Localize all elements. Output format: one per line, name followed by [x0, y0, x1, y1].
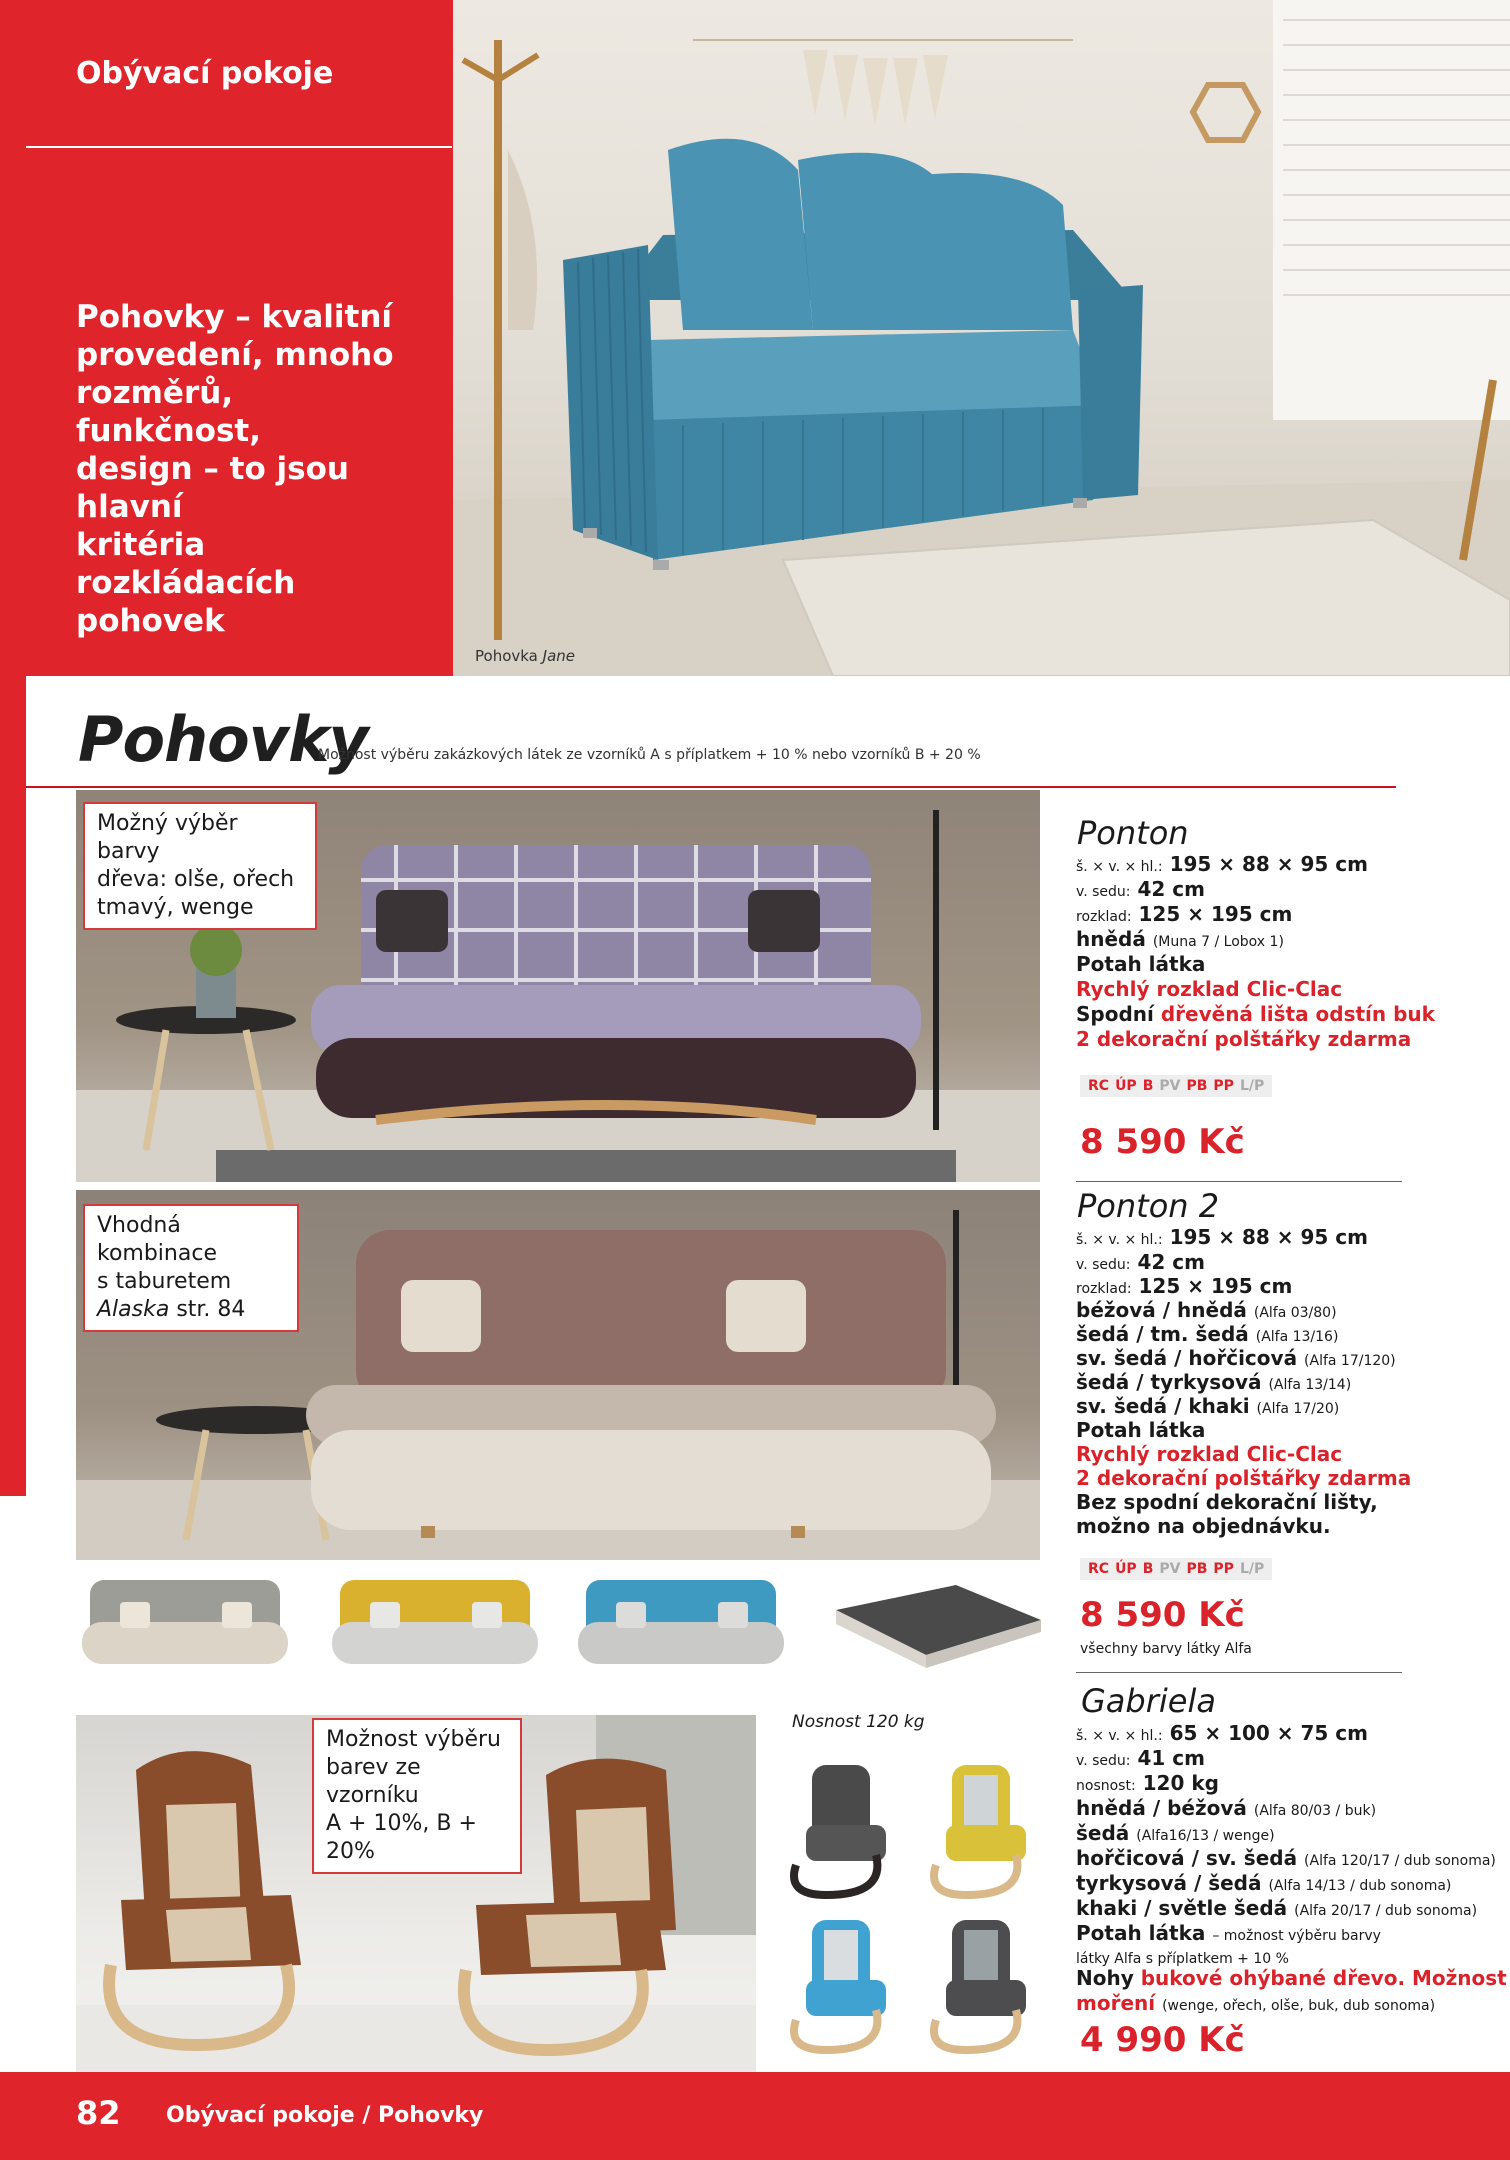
spec-code: (Alfa 17/20) — [1256, 1401, 1340, 1417]
product-name-gabriela: Gabriela — [1081, 1682, 1216, 1720]
spec-red: 2 dekorační polštářky zdarma — [1076, 1466, 1412, 1490]
callout-italic: Alaska — [97, 1297, 170, 1322]
intro-line: kritéria rozkládacích — [76, 527, 296, 601]
sidebar-intro — [76, 298, 416, 640]
ponton-fabric: Potah látka — [1076, 952, 1206, 976]
spec-label: rozklad: — [1076, 1281, 1132, 1297]
spec-red: moření — [1076, 1991, 1156, 2015]
ponton2-price-divider — [1076, 1672, 1402, 1673]
product-name-ponton2: Ponton 2 — [1077, 1187, 1220, 1225]
ponton-bed — [1076, 902, 1292, 930]
spec-code: (wenge, ořech, olše, buk, dub sonoma) — [1162, 1998, 1436, 2014]
spec-code: látky Alfa s příplatkem + 10 % — [1076, 1951, 1289, 1967]
gabriela-seat — [1076, 1746, 1205, 1774]
ponton2-price: 8 590 Kč — [1080, 1595, 1245, 1635]
gabriela-stain — [1076, 1991, 1435, 2019]
intro-line: rozměrů, funkčnost, — [76, 375, 262, 449]
variant-mustard-sonoma — [934, 1765, 1026, 1895]
ponton-badges — [1080, 1075, 1272, 1097]
heading-note: Možnost výběru zakázkových látek ze vzorníků A s příplatkem + 10 % nebo vzorníků B + 20 % — [318, 747, 981, 763]
gabriela-price: 4 990 Kč — [1080, 2020, 1245, 2060]
badge-b: B — [1142, 1561, 1154, 1577]
ponton2-note: Bez spodní dekorační lišty, — [1076, 1490, 1378, 1514]
badge-rc: RC — [1088, 1561, 1110, 1577]
spec-code: (Alfa 03/80) — [1253, 1305, 1337, 1321]
ponton2-open-bed — [816, 1580, 1046, 1670]
callout-line: tmavý, wenge — [97, 895, 254, 920]
variant-mustard — [332, 1580, 538, 1664]
badge-rc: RC — [1088, 1078, 1110, 1094]
spec-value: hnědá / béžová — [1076, 1796, 1247, 1820]
nosnost-label: Nosnost 120 kg — [792, 1712, 925, 1732]
badge-b: B — [1142, 1078, 1154, 1094]
badge-pb: PB — [1186, 1561, 1208, 1577]
gabriela-color — [1076, 1871, 1451, 1899]
variant-khaki-sonoma — [934, 1920, 1026, 2050]
spec-label: v. sedu: — [1076, 884, 1131, 900]
callout-suffix: str. 84 — [169, 1297, 246, 1322]
spec-value: 195 × 88 × 95 cm — [1169, 852, 1368, 876]
spec-value: 42 cm — [1137, 1250, 1205, 1274]
spec-value: béžová / hnědá — [1076, 1298, 1247, 1322]
spec-code: – možnost výběru barvy — [1212, 1928, 1381, 1944]
ponton2-mechanism — [1076, 1442, 1342, 1467]
ponton-mechanism — [1076, 977, 1342, 1002]
ponton-seat — [1076, 877, 1205, 905]
variant-grey-wenge — [794, 1765, 886, 1895]
badge-up: ÚP — [1115, 1561, 1137, 1577]
intro-line: design – to jsou hlavní — [76, 451, 349, 525]
spec-value: sv. šedá / hořčicová — [1076, 1346, 1298, 1370]
ponton-pillows — [1076, 1027, 1411, 1052]
badge-lp: L/P — [1239, 1561, 1265, 1577]
intro-line: Pohovky – kvalitní — [76, 299, 393, 335]
spec-value: šedá / tyrkysová — [1076, 1370, 1262, 1394]
gabriela-color — [1076, 1821, 1275, 1849]
spec-value: hořčicová / sv. šedá — [1076, 1846, 1298, 1870]
spec-code: (Alfa 80/03 / buk) — [1253, 1803, 1377, 1819]
spec-value: šedá / tm. šedá — [1076, 1322, 1249, 1346]
spec-value: tyrkysová / šedá — [1076, 1871, 1262, 1895]
callout-line: Možnost výběru — [326, 1727, 502, 1752]
variant-turquoise-sonoma — [794, 1920, 886, 2050]
callout-line: A + 10%, B + 20% — [326, 1811, 477, 1864]
spec-value: Potah látka — [1076, 1921, 1206, 1945]
hero-sofa-illustration — [453, 0, 1510, 676]
badge-lp: L/P — [1239, 1078, 1265, 1094]
badge-pv: PV — [1159, 1078, 1181, 1094]
callout-line: dřeva: olše, ořech — [97, 867, 295, 892]
intro-line: pohovek — [76, 603, 225, 639]
callout-line: barev ze vzorníku — [326, 1755, 421, 1808]
callout-line: kombinace — [97, 1241, 217, 1266]
gabriela-color — [1076, 1846, 1496, 1874]
spec-code: (Alfa 13/16) — [1255, 1329, 1339, 1345]
ponton-color — [1076, 927, 1284, 955]
ponton-bottom — [1076, 1002, 1435, 1027]
badge-up: ÚP — [1115, 1078, 1137, 1094]
badge-pb: PB — [1186, 1078, 1208, 1094]
spec-value: 41 cm — [1137, 1746, 1205, 1770]
spec-value: hnědá — [1076, 927, 1146, 951]
spec-value: 195 × 88 × 95 cm — [1169, 1225, 1368, 1249]
gabriela-dims — [1076, 1721, 1368, 1749]
spec-code: (Muna 7 / Lobox 1) — [1152, 934, 1284, 950]
callout-line: Možný výběr barvy — [97, 811, 238, 864]
badge-pv: PV — [1159, 1561, 1181, 1577]
spec-code: (Alfa16/13 / wenge) — [1136, 1828, 1275, 1844]
variant-beige-grey — [82, 1580, 288, 1664]
gabriela-color — [1076, 1796, 1376, 1824]
gabriela-color — [1076, 1896, 1477, 1924]
hero-photo — [453, 0, 1510, 676]
spec-label: v. sedu: — [1076, 1753, 1131, 1769]
ponton2-fabric: Potah látka — [1076, 1418, 1206, 1442]
gabriela-legs — [1076, 1966, 1507, 1991]
spec-value: Spodní — [1076, 1002, 1161, 1026]
gabriela-load — [1076, 1771, 1219, 1799]
ponton2-callout — [83, 1204, 299, 1332]
badge-pp: PP — [1213, 1561, 1234, 1577]
badge-pp: PP — [1213, 1078, 1234, 1094]
spec-code: (Alfa 120/17 / dub sonoma) — [1304, 1853, 1496, 1869]
spec-value: 65 × 100 × 75 cm — [1169, 1721, 1368, 1745]
ponton2-color-variants — [76, 1570, 806, 1690]
spec-value: sv. šedá / khaki — [1076, 1394, 1250, 1418]
caption-prefix: Pohovka — [475, 647, 538, 665]
spec-code: (Alfa 14/13 / dub sonoma) — [1268, 1878, 1452, 1894]
spec-label: nosnost: — [1076, 1778, 1136, 1794]
spec-value: šedá — [1076, 1821, 1130, 1845]
sidebar-strip — [0, 676, 26, 1496]
page-number: 82 — [76, 2094, 121, 2132]
ponton2-note: možno na objednávku. — [1076, 1514, 1331, 1538]
heading-divider — [26, 786, 1396, 788]
spec-label: š. × v. × hl.: — [1076, 1728, 1163, 1744]
spec-code: (Alfa 20/17 / dub sonoma) — [1294, 1903, 1478, 1919]
ponton2-pillows — [1076, 1466, 1411, 1491]
gabriela-color-variants — [776, 1745, 1046, 2065]
footer-title: Obývací pokoje / Pohovky — [166, 2103, 484, 2128]
intro-line: provedení, mnoho — [76, 337, 394, 373]
variant-turquoise — [578, 1580, 784, 1664]
hero-caption — [475, 647, 575, 665]
spec-code: (Alfa 13/14) — [1268, 1377, 1352, 1393]
ponton-callout — [83, 802, 317, 930]
spec-value: 42 cm — [1137, 877, 1205, 901]
spec-label: v. sedu: — [1076, 1257, 1131, 1273]
spec-label: š. × v. × hl.: — [1076, 1232, 1163, 1248]
callout-line: Vhodná — [97, 1213, 181, 1238]
spec-red: bukové ohýbané dřevo. Možnost — [1140, 1966, 1507, 1990]
callout-line: s taburetem — [97, 1269, 232, 1294]
spec-red: dřevěná lišta odstín buk — [1160, 1002, 1435, 1026]
page-title: Pohovky — [78, 703, 368, 776]
ponton2-dims — [1076, 1225, 1368, 1253]
spec-value: 120 kg — [1142, 1771, 1219, 1795]
ponton-price: 8 590 Kč — [1080, 1122, 1245, 1162]
spec-label: š. × v. × hl.: — [1076, 859, 1163, 875]
caption-model: Jane — [542, 647, 576, 665]
spec-value: khaki / světle šedá — [1076, 1896, 1288, 1920]
product-name-ponton: Ponton — [1077, 814, 1189, 852]
spec-label: rozklad: — [1076, 909, 1132, 925]
ponton-dims — [1076, 852, 1368, 880]
gabriela-callout — [312, 1718, 522, 1874]
callout-line — [97, 1296, 285, 1324]
spec-red: Rychlý rozklad Clic-Clac — [1076, 1442, 1343, 1466]
spec-value: 125 × 195 cm — [1138, 902, 1293, 926]
sidebar-divider — [26, 146, 452, 148]
spec-value: Nohy — [1076, 1966, 1141, 1990]
ponton2-price-note: všechny barvy látky Alfa — [1080, 1641, 1252, 1657]
spec-value: 125 × 195 cm — [1138, 1274, 1293, 1298]
spec-code: (Alfa 17/120) — [1304, 1353, 1396, 1369]
spec-red: Rychlý rozklad Clic-Clac — [1076, 977, 1343, 1001]
section-title: Obývací pokoje — [76, 56, 334, 91]
ponton2-badges — [1080, 1558, 1272, 1580]
spec-red: 2 dekorační polštářky zdarma — [1076, 1027, 1412, 1051]
ponton-price-divider — [1076, 1181, 1402, 1182]
